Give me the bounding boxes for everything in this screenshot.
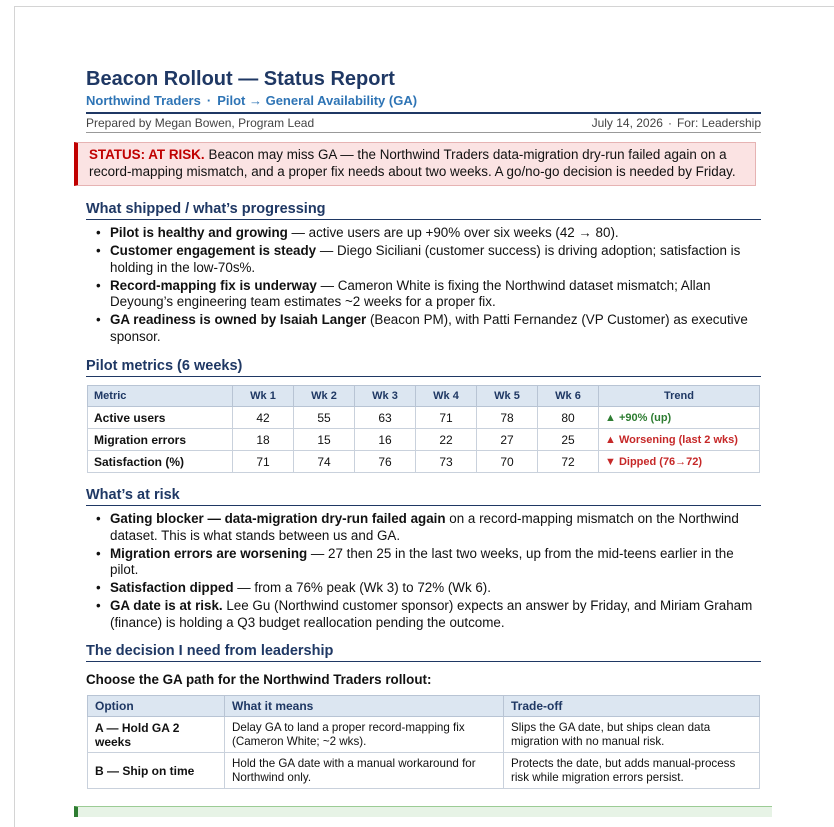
list-item (110, 546, 761, 579)
table-cell: 71 (416, 407, 477, 429)
metrics-table (87, 385, 760, 473)
table-cell: 71 (233, 451, 294, 473)
option-cell: A — Hold GA 2 weeks (88, 717, 225, 753)
column-header: Wk 1 (233, 386, 294, 407)
list-item (110, 243, 761, 276)
meta-rule (86, 132, 761, 133)
column-header: Trade-off (504, 696, 760, 717)
date-audience (592, 115, 761, 132)
trend-cell: ▲ Worsening (last 2 wks) (599, 429, 760, 451)
status-text: Beacon may miss GA — the Northwind Traders data-migration dry-run failed again on a record-mapping mismatch, and a proper fix needs about two weeks. A go/no-go decision is needed by Friday. (89, 147, 736, 179)
subtitle-separator: · (206, 93, 212, 108)
table-cell: 80 (538, 407, 599, 429)
table-cell: 73 (416, 451, 477, 473)
item-lead: Migration errors are worsening (110, 545, 308, 561)
trend-cell: ▲ +90% (up) (599, 407, 760, 429)
section-heading-metrics: Pilot metrics (6 weeks) (86, 357, 761, 377)
item-lead: GA date is at risk. (110, 598, 223, 613)
table-cell: 25 (538, 429, 599, 451)
item-text: Lee Gu (Northwind customer sponsor) expects an answer by Friday, and Miriam Graham (finance) is holding a Q3 budget reallocation pending the outcome. (110, 598, 753, 630)
table-row (88, 451, 760, 473)
table-cell: Protects the date, but adds manual-process risk while migration errors persist. (504, 753, 760, 789)
table-cell: 55 (294, 407, 355, 429)
trend-cell: ▼ Dipped (76→72) (599, 451, 760, 473)
report-date: July 14, 2026 (591, 116, 663, 130)
item-text: — from a 76% peak (Wk 3) to 72% (Wk 6). (233, 580, 491, 595)
table-cell: 78 (477, 407, 538, 429)
table-cell: 72 (538, 451, 599, 473)
title-rule (86, 112, 761, 114)
item-text: — active users are up +90% over six weeks (42 → 80). (287, 225, 619, 240)
item-lead: Satisfaction dipped (110, 580, 234, 595)
list-item (110, 511, 761, 544)
section-heading-shipped: What shipped / what’s progressing (86, 200, 761, 220)
list-item (110, 598, 761, 631)
item-lead: Pilot is healthy and growing (110, 225, 288, 240)
item-lead: GA readiness is owned by Isaiah Langer (110, 312, 367, 327)
prepared-by: Prepared by Megan Bowen, Program Lead (86, 116, 315, 130)
item-text: (Beacon PM), with Patti Fernandez (VP Customer) as executive sponsor. (110, 312, 748, 344)
table-row (88, 753, 760, 789)
table-cell: Slips the GA date, but ships clean data migration with no manual risk. (504, 717, 760, 753)
row-label: Migration errors (88, 429, 233, 451)
table-row (88, 407, 760, 429)
column-header: What it means (225, 696, 504, 717)
table-cell: 74 (294, 451, 355, 473)
options-table (87, 695, 760, 789)
item-lead: Gating blocker — data-migration dry-run failed again (110, 511, 446, 526)
item-text: — 27 then 25 in the last two weeks, up from the mid-teens earlier in the pilot. (110, 545, 734, 577)
column-header: Wk 2 (294, 386, 355, 407)
org-name: Northwind Traders (86, 93, 201, 108)
item-text: — Diego Siciliani (customer success) is driving adoption; satisfaction is holding in the low-70s%. (110, 243, 741, 275)
table-cell: 16 (355, 429, 416, 451)
item-text: on a record-mapping mismatch on the Northwind dataset. This is what stands between us and GA. (110, 511, 739, 543)
report-subtitle (86, 92, 761, 110)
list-item (110, 225, 761, 242)
table-cell: 27 (477, 429, 538, 451)
table-cell: Hold the GA date with a manual workaround for Northwind only. (225, 753, 504, 789)
table-cell: Delay GA to land a proper record-mapping fix (Cameron White; ~2 wks). (225, 717, 504, 753)
table-cell: 15 (294, 429, 355, 451)
option-cell: B — Ship on time (88, 753, 225, 789)
shipped-list (86, 225, 761, 345)
meta-separator: · (667, 116, 672, 130)
phase-label: Pilot → General Availability (GA) (217, 93, 418, 108)
table-cell: 76 (355, 451, 416, 473)
report-title: Beacon Rollout — Status Report (86, 68, 395, 90)
table-cell: 63 (355, 407, 416, 429)
table-cell: 70 (477, 451, 538, 473)
column-header: Wk 4 (416, 386, 477, 407)
section-heading-decision: The decision I need from leadership (86, 642, 761, 662)
row-label: Satisfaction (%) (88, 451, 233, 473)
risk-list (86, 511, 761, 631)
report-content (86, 67, 761, 789)
table-header-row (88, 386, 760, 407)
report-meta (86, 115, 761, 132)
list-item (110, 278, 761, 311)
audience: For: Leadership (676, 116, 761, 130)
item-lead: Record-mapping fix is underway (110, 277, 317, 293)
list-item (110, 580, 761, 597)
table-header-row (88, 696, 760, 717)
table-cell: 42 (233, 407, 294, 429)
status-tag: STATUS: AT RISK. (89, 147, 205, 162)
table-row (88, 717, 760, 753)
column-header: Wk 3 (355, 386, 416, 407)
column-header: Wk 6 (538, 386, 599, 407)
column-header: Trend (599, 386, 760, 407)
table-cell: 22 (416, 429, 477, 451)
item-text: — Cameron White is fixing the Northwind dataset mismatch; Allan Deyoung’s engineering team estimates ~2 weeks for a proper fix. (110, 277, 711, 309)
table-row (88, 429, 760, 451)
section-heading-risk: What’s at risk (86, 486, 761, 506)
item-lead: Customer engagement is steady (110, 243, 317, 258)
row-label: Active users (88, 407, 233, 429)
column-header: Option (88, 696, 225, 717)
decision-intro: Choose the GA path for the Northwind Traders rollout: (86, 672, 432, 687)
column-header: Wk 5 (477, 386, 538, 407)
list-item (110, 312, 761, 345)
table-cell: 18 (233, 429, 294, 451)
status-alert (74, 142, 756, 186)
column-header: Metric (88, 386, 233, 407)
